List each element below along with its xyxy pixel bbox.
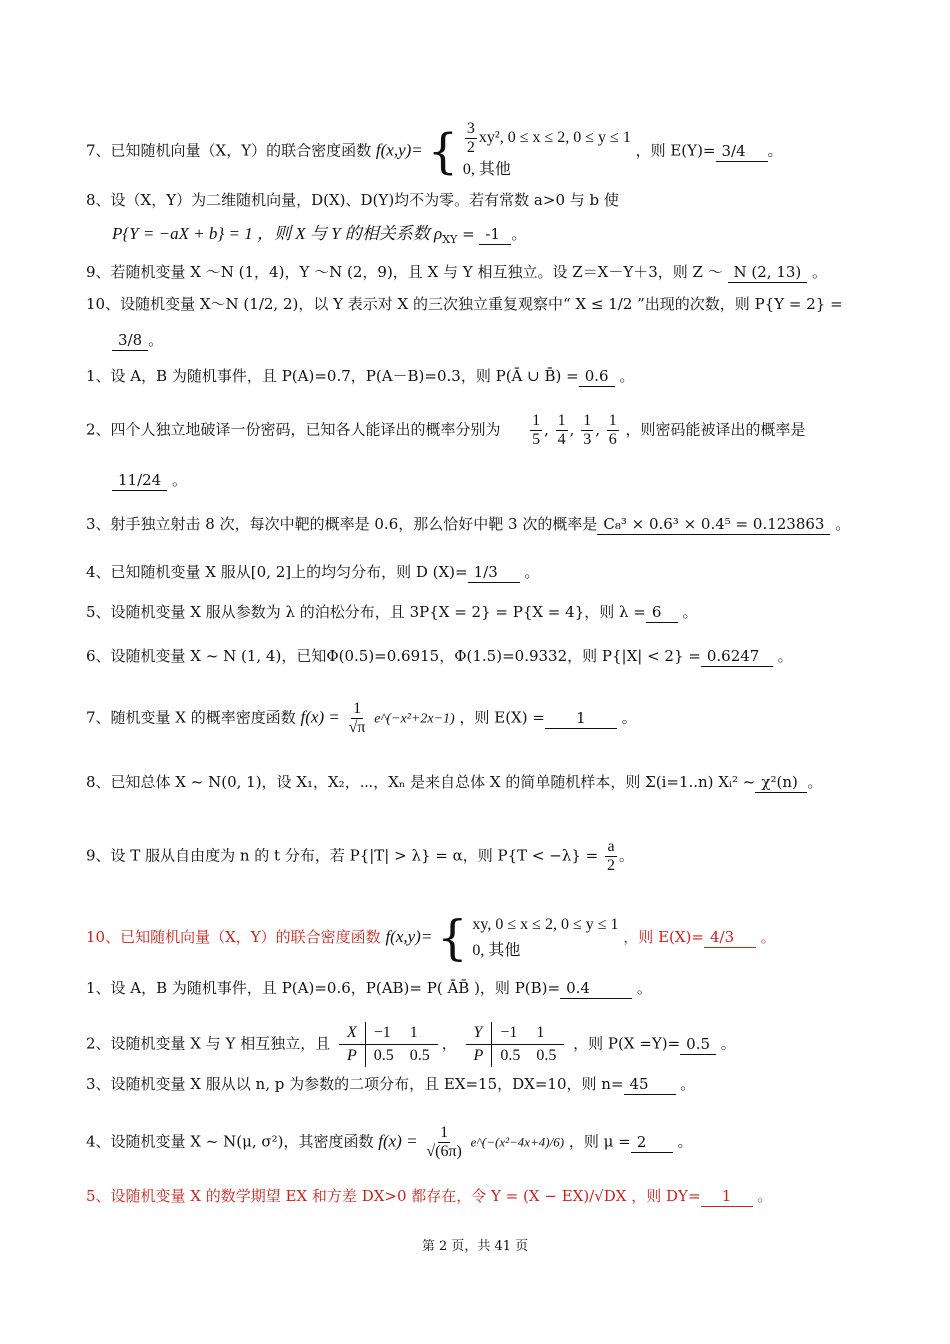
question-b7: 7、随机变量 X 的概率密度函数 f(x) = $\frac{1}{√\pi}$ e^(−x²+2x−1) ，则 E(X) = 1 。 [86, 700, 637, 736]
fraction: $\frac{1}{√(6\pi)}$ [426, 1124, 462, 1160]
question-7a: 7、已知随机向量（X，Y）的联合密度函数 f(x,y)= { $\frac{3}{2}$ xy², 0 ≤ x ≤ 2, 0 ≤ y ≤ 1 0, 其他 ，则 E(Y)= 3/4 。 [86, 120, 783, 183]
question-c2: 2、设随机变量 X 与 Y 相互独立，且 X −1 1 P 0.5 0.5， Y −1 1 P 0.5 0.5 ，则 P(X =Y)= 0.5 。 [86, 1022, 736, 1067]
question-b3: 3、射手独立射击 8 次，每次中靶的概率是 0.6，那么恰好中靶 3 次的概率是 C₈³ × 0.6³ × 0.4⁵ = 0.123863 。 [86, 515, 851, 533]
question-b4: 4、已知随机变量 X 服从[0, 2]上的均匀分布，则 D (X)= 1/3 。 [86, 563, 540, 581]
question-b1: 1、设 A，B 为随机事件，且 P(A)=0.7，P(A－B)=0.3，则 P(Ā ∪ B̄) = 0.6 。 [86, 367, 635, 385]
piecewise-cases: $\frac{3}{2}$ xy², 0 ≤ x ≤ 2, 0 ≤ y ≤ 1 0, 其他 [462, 120, 631, 178]
fraction: $\frac{1}{5}$ [532, 412, 541, 448]
brace: { [427, 123, 459, 180]
answer-blank: 2 [631, 1132, 673, 1153]
answer-blank: 11/24 [112, 470, 167, 491]
fraction: $\frac{1}{3}$ [583, 412, 592, 448]
question-text: 7、已知随机向量（X，Y）的联合密度函数 [86, 141, 372, 160]
fraction: $\frac{a}{2}$ [607, 838, 616, 874]
question-c4: 4、设随机变量 X ~ N(μ, σ²)，其密度函数 f(x) = $\frac{1}{√(6\pi)}$ e^(−(x²−4x+4)/6) ，则 μ = 2 。 [86, 1124, 693, 1160]
question-b6: 6、设随机变量 X ~ N (1, 4)，已知Φ(0.5)=0.6915，Φ(1.5)=0.9332，则 P{|X| < 2} = 0.6247 。 [86, 647, 793, 665]
fraction: $\frac{1}{4}$ [557, 412, 566, 448]
question-c5: 5、设随机变量 X 的数学期望 EX 和方差 DX>0 都存在，令 Y = (X − EX)/√DX ，则 DY= 1 。 [86, 1187, 773, 1205]
question-b8: 8、已知总体 X ~ N(0, 1)，设 X₁，X₂，⋯，Xₙ 是来自总体 X 的简单随机样本，则 Σ(i=1..n) Xᵢ² ~ χ²(n) 。 [86, 773, 823, 791]
question-10a-answer: 3/8 。 [112, 330, 163, 351]
question-b5: 5、设随机变量 X 服从参数为 λ 的泊松分布，且 3P{X = 2} = P{X = 4}，则 λ = 6 。 [86, 603, 698, 621]
answer-blank: χ²(n) [755, 772, 807, 793]
answer-blank: 0.4 [560, 978, 632, 999]
answer-blank: 0.5 [680, 1034, 716, 1055]
question-c3: 3、设随机变量 X 服从以 n, p 为参数的二项分布，且 EX=15，DX=10，则 n= 45 。 [86, 1075, 696, 1093]
density-function: f(x,y)= [375, 140, 423, 160]
answer-blank: 1 [545, 708, 617, 729]
answer-blank: 0.6 [579, 366, 615, 387]
fraction: $\frac{1}{√\pi}$ [348, 700, 366, 736]
distribution-table-y: Y −1 1 P 0.5 0.5 [466, 1022, 565, 1067]
question-8a-line2: P{Y = −aX + b} = 1 ，则 X 与 Y 的相关系数 $\rho_{XY} = -1$ 。 [112, 224, 527, 246]
answer-blank: 0.6247 [701, 646, 773, 667]
question-8a-line1: 8、设（X，Y）为二维随机向量，D(X)、D(Y)均不为零。若有常数 a>0 与 b 使 [86, 191, 619, 209]
answer-blank: 4/3 [704, 927, 756, 948]
fraction: $\frac{3}{2}$ [466, 120, 475, 156]
distribution-table-x: X −1 1 P 0.5 0.5 [339, 1022, 438, 1067]
question-b10: 10、已知随机向量（X，Y）的联合密度函数 f(x,y)= { xy, 0 ≤ x ≤ 2, 0 ≤ y ≤ 1 0, 其他 ，则 E(X)= 4/3 。 [86, 910, 776, 966]
answer-blank: 45 [624, 1074, 676, 1095]
fraction: $\frac{1}{6}$ [608, 412, 617, 448]
question-b2: 2、四个人独立地破译一份密码，已知各人能译出的概率分别为 $\frac{1}{5}$ , $\frac{1}{4}$ , $\frac{1}{3}$ , $\frac{1}{6}$ ，则密码能被译出的概率是 [86, 412, 806, 448]
answer-blank: -1 [479, 224, 511, 245]
brace: { [437, 910, 468, 966]
answer-blank: 3/8 [112, 330, 148, 351]
page-footer: 第 2 页，共 41 页 [421, 1239, 529, 1254]
question-c1: 1、设 A，B 为随机事件，且 P(A)=0.6，P(AB)= P( ĀB̄ )，则 P(B)= 0.4 。 [86, 979, 652, 997]
question-b9: 9、设 T 服从自由度为 n 的 t 分布，若 P{|T| > λ} = α，则 P{T < −λ} = $\frac{a}{2}$ 。 [86, 838, 635, 874]
answer-blank: N (2, 13) [728, 262, 808, 283]
piecewise-cases: xy, 0 ≤ x ≤ 2, 0 ≤ y ≤ 1 0, 其他 [472, 916, 619, 959]
answer-blank: 1 [701, 1186, 753, 1207]
question-b2-answer: 11/24 。 [112, 470, 187, 491]
question-10a: 10、设随机变量 X～N (1/2, 2)，以 Y 表示对 X 的三次独立重复观察中“ X ≤ 1/2 ”出现的次数，则 P{Y = 2} = [86, 295, 843, 313]
answer-blank: 1/3 [468, 562, 520, 583]
answer-blank: 3/4 [716, 141, 768, 162]
answer-blank: C₈³ × 0.6³ × 0.4⁵ = 0.123863 [597, 514, 830, 535]
answer-blank: 6 [646, 602, 678, 623]
question-9a: 9、若随机变量 X ～N (1，4)，Y ～N (2，9)，且 X 与 Y 相互独立。设 Z＝X－Y＋3，则 Z ～ N (2, 13) 。 [86, 263, 828, 281]
